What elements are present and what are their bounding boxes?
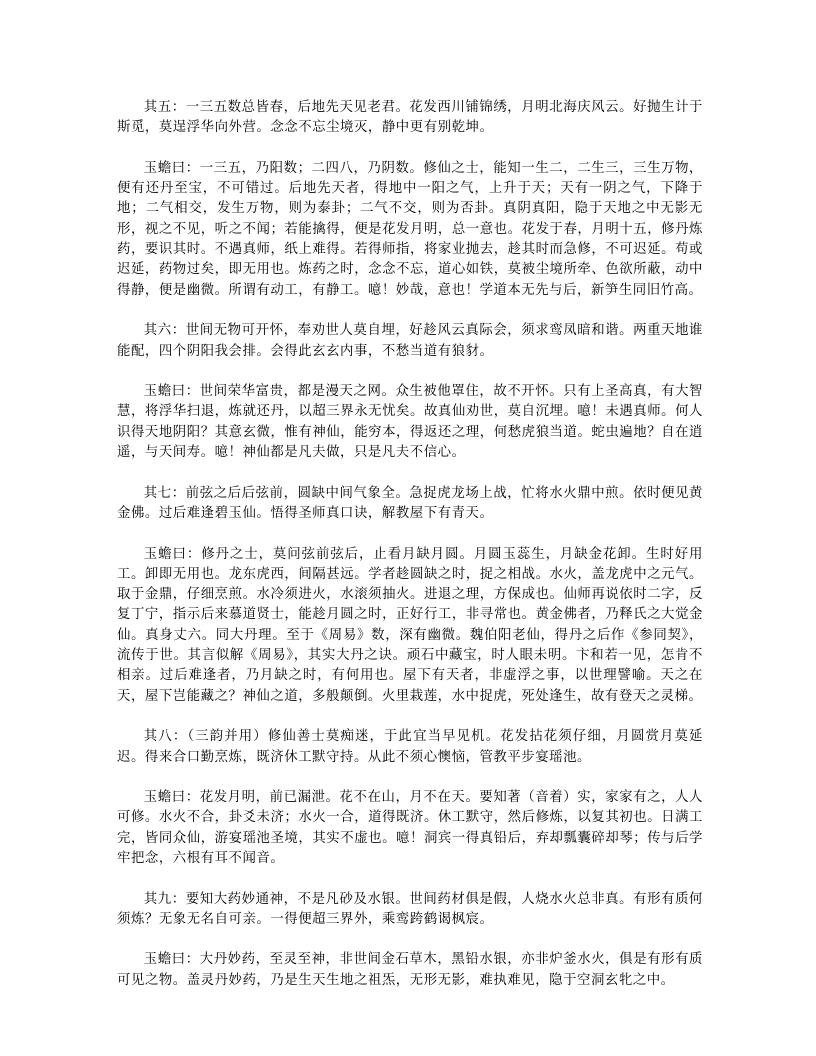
- poem-seven: 其七：前弦之后后弦前，圆缺中间气象全。急捉虎龙场上战，忙将水火鼎中煎。依时便见黄金佛。过后难逢碧玉仙。悟得圣师真口诀，解教屋下有青天。: [117, 485, 703, 521]
- commentary-five: 玉蟾曰：一三五，乃阳数；二四八，乃阴数。修仙之士，能知一生二，二生三，三生万物，便有还丹至宝，不可错过。后地先天者，得地中一阳之气，上升于天；天有一阴之气，下降于地；二气相交，发生万物，则为泰卦；二气不交，则为否卦。真阴真阳，隐于天地之中无影无形，视之不见，听之不闻；若能擒得，便是花发月明，总一意也。花发于春，月明十五，修丹炼药，要识其时。不遇真师，纸上难得。若得师指，将家业抛去，趁其时而急修，不可迟延。苟或迟延，药物过矣，即无用也。炼药之时，念念不忘，道心如铁，莫被尘境所牵、色欲所蔽，动中得静，便是幽微。所谓有动工，有静工。噫！妙哉，意也！学道本无先与后，新笋生同旧竹高。: [117, 160, 703, 298]
- commentary-eight: 玉蟾曰：花发月明，前已漏泄。花不在山，月不在天。要知著（音着）实，家家有之，人人可修。水火不合，卦爻未济；水火一合，道得既济。休工默守，然后修炼，以复其初也。日满工完，皆同众仙，游宴瑶池圣境，其实不虚也。噫！洞宾一得真铅后，弃却瓢囊碎却琴；传与后学牢把念，六根有耳不闻音。: [117, 790, 703, 866]
- poem-eight: 其八：（三韵并用）修仙善士莫痴迷，于此宜当早见机。花发拈花须仔细，月圆赏月莫延迟。得来合口勤烹炼，既济休工默守持。从此不须心懊恼，管教平步宴瑶池。: [117, 729, 703, 765]
- commentary-seven: 玉蟾曰：修丹之士，莫问弦前弦后，止看月缺月圆。月圆玉蕊生，月缺金花卸。生时好用工。卸即无用也。龙东虎西，间隔甚远。学者趁圆缺之时，捉之相战。水火，盖龙虎中之元气。取于金鼎，仔细烹煎。水冷须进火，水滚须抽火。进退之理，方保成也。仙师再说依时二字，反复丁宁，指示后来慕道贤士，能趁月圆之时，正好行工，非寻常也。黄金佛者，乃释氏之大觉金仙。真身丈六。同大丹理。至于《周易》数，深有幽微。魏伯阳老仙，得丹之后作《参同契》，流传于世。其言似解《周易》，其实大丹之诀。顽石中藏宝，时人眼未明。卞和若一见，怎肯不相亲。过后难逢者，乃月缺之时，有何用也。屋下有天者，非虚浮之事，以世理譬喻。天之在天，屋下岂能藏之？神仙之道，多般颠倒。火里栽莲，水中捉虎，死处逢生，故有登天之灵梯。: [117, 546, 703, 704]
- poem-five: 其五：一三五数总皆春，后地先天见老君。花发西川铺锦绣，月明北海庆风云。好抛生计于斯觅，莫逞浮华向外营。念念不忘尘境灭，静中更有别乾坤。: [117, 100, 703, 136]
- commentary-six: 玉蟾曰：世间荣华富贵，都是漫天之网。众生被他罩住，故不开怀。只有上圣高真，有大智慧，将浮华扫退，炼就还丹，以超三界永无忧矣。故真仙劝世，莫自沉埋。噫！未遇真师。何人识得天地阴阳？其意玄微，惟有神仙，能穷本，得返还之理，何愁虎狼当道。蛇虫遍地？自在逍遥，与天间寿。噫！神仙都是凡夫做，只是凡夫不信心。: [117, 384, 703, 461]
- poem-six: 其六：世间无物可开怀，奉劝世人莫自埋，好趁风云真际会，须求鸾凤暗和谐。两重天地谁能配，四个阴阳我会排。会得此玄玄内事，不愁当道有狼豺。: [117, 323, 703, 359]
- commentary-nine: 玉蟾曰：大丹妙药，至灵至神，非世间金石草木，黑铅水银，亦非炉釜水火，俱是有形有质可见之物。盖灵丹妙药，乃是生天生地之祖炁，无形无影，难执难见，隐于空洞玄牝之中。: [117, 952, 703, 988]
- poem-nine: 其九：要知大药妙通神，不是凡砂及水银。世间药材俱是假，人烧水火总非真。有形有质何须炼？无象无名自可亲。一得便超三界外，乘鸾跨鹤谒枫宸。: [117, 891, 703, 927]
- document-page: [117, 98, 703, 1011]
